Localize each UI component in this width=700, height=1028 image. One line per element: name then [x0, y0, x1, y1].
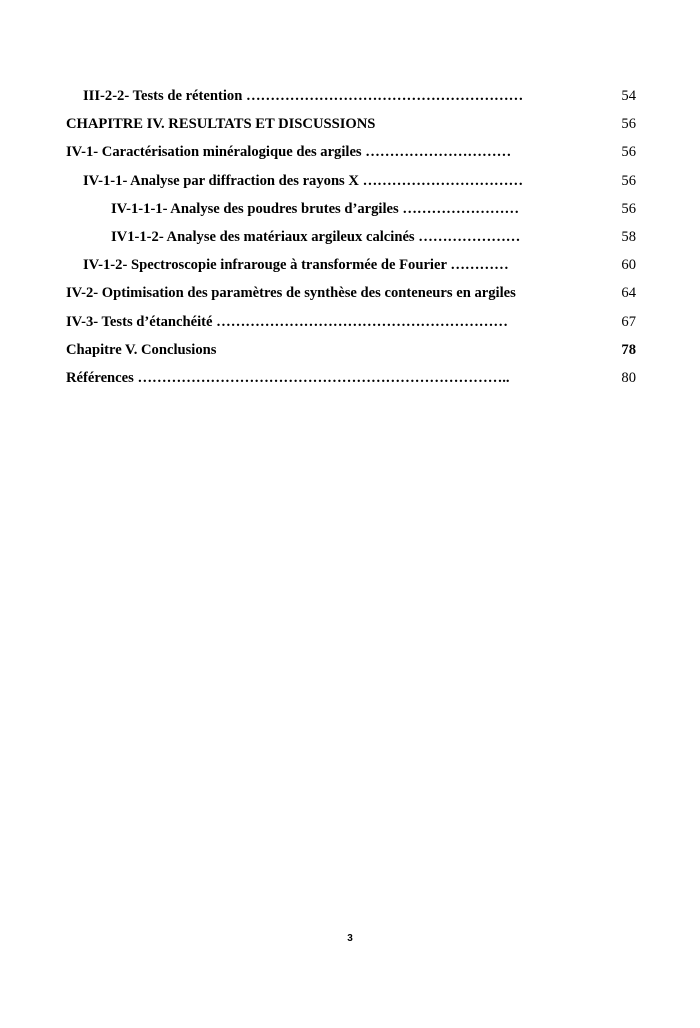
toc-entry[interactable] [66, 311, 636, 339]
toc-entry-page: 80 [621, 369, 636, 386]
toc-entry-page: 56 [621, 200, 636, 217]
toc-entry[interactable] [66, 198, 636, 226]
toc-entry[interactable] [66, 367, 636, 395]
toc-entry-title: III-2-2- Tests de rétention ………………………………………………… [83, 88, 524, 104]
toc-entry-page: 64 [621, 285, 636, 302]
toc-entry-page: 56 [621, 144, 636, 161]
toc-entry-page: 56 [621, 116, 636, 133]
toc-entry-page: 78 [621, 341, 636, 358]
toc-entry[interactable] [66, 282, 636, 310]
toc-entry-page: 58 [621, 228, 636, 245]
toc-entry-page: 60 [621, 257, 636, 274]
toc-entry[interactable] [66, 113, 636, 141]
toc-entry[interactable] [66, 85, 636, 113]
page-number: 3 [347, 933, 353, 944]
toc-entry-page: 56 [621, 172, 636, 189]
toc-entry[interactable] [66, 170, 636, 198]
toc-entry-title: CHAPITRE IV. RESULTATS ET DISCUSSIONS [66, 116, 376, 133]
toc-entry-page: 67 [621, 313, 636, 330]
toc-entry-title: IV-1-1-1- Analyse des poudres brutes d’argiles …………………… [111, 200, 520, 217]
toc-entry-title: Chapitre V. Conclusions [66, 341, 217, 358]
table-of-contents [66, 85, 636, 395]
toc-entry-title: IV-1-2- Spectroscopie infrarouge à transformée de Fourier ………… [83, 257, 509, 274]
toc-entry-title: IV-2- Optimisation des paramètres de synthèse des conteneurs en argiles [66, 285, 516, 302]
toc-entry-title: Références ………………………………………………………………….. [66, 369, 510, 386]
toc-entry-title: IV-1-1- Analyse par diffraction des rayons X …………………………… [83, 172, 524, 189]
toc-entry[interactable] [66, 254, 636, 282]
toc-entry[interactable] [66, 141, 636, 169]
toc-entry-title: IV-1- Caractérisation minéralogique des argiles ………………………… [66, 144, 512, 161]
toc-entry[interactable] [66, 339, 636, 367]
toc-entry[interactable] [66, 226, 636, 254]
toc-entry-title: IV1-1-2- Analyse des matériaux argileux calcinés ………………… [111, 228, 521, 245]
toc-entry-page: 54 [621, 88, 636, 104]
toc-entry-title: IV-3- Tests d’étanchéité …………………………………………………… [66, 313, 508, 330]
